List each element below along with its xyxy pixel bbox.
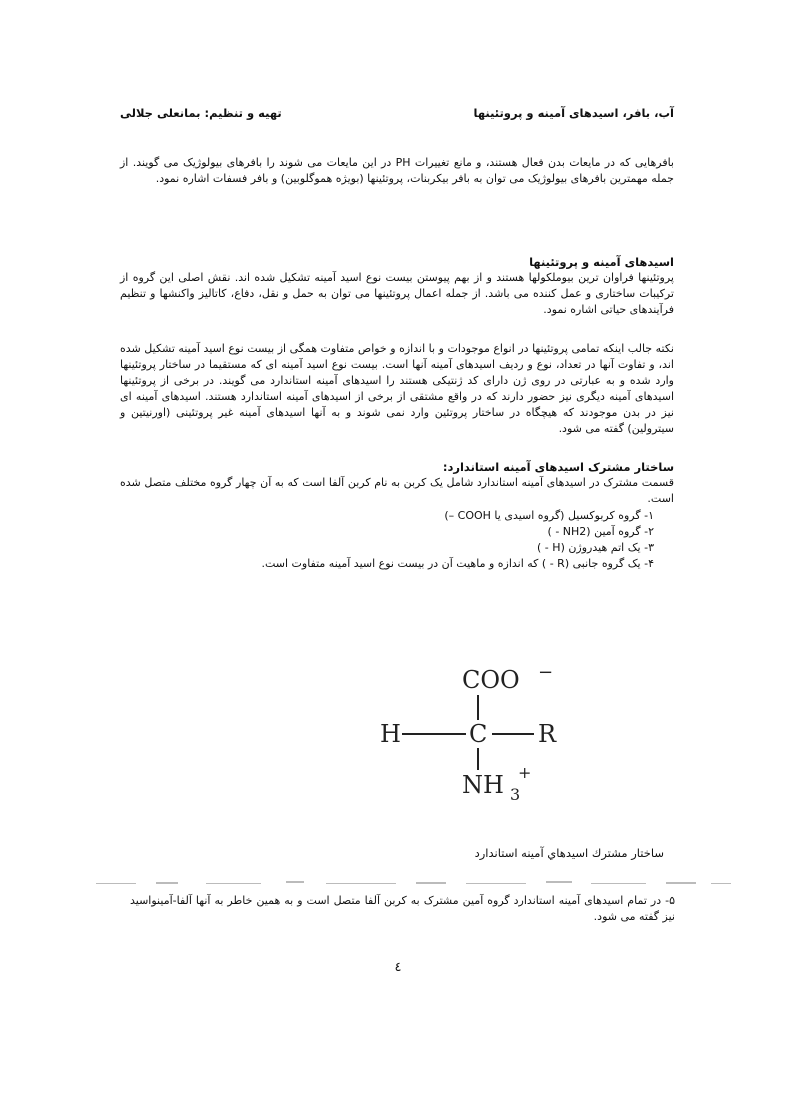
section-heading-amino-acids: اسیدهای آمینه و پروتئینها <box>529 255 674 269</box>
list-item: ۱- گروه کربوکسیل (گروه اسیدی یا COOH –) <box>444 509 654 522</box>
list-item: ۳- یک اتم هیدروژن (H - ) <box>537 541 654 554</box>
structure-caption: ساختار مشترك اسيدهاي آمينه استاندارد <box>474 846 664 860</box>
paragraph-standard-amino-acids: نکته جالب اینکه تمامی پروتئینها در انواع موجودات و با اندازه و خواص متفاوت همگی از بیست نوع اسید آمینه تشکیل شده اند، و تفاوت آنها در تعداد، نوع و ردیف اسیدهای آمینه آنها است. بیست نوع اسید آمینه ای که مستقیما در ساختار پروتئینها وارد شده و به عبارتی در روی ژن دارای کد ژنتیکی هستند را اسیدهای آمینه استاندارد می گویند. در برخی از پروتئینها اسیدهای آمینه دیگری نیز حضور دارند که در واقع مشتقی از برخی از اسیدهای آمینه استاندارد هستند. اسیدهای آمینه ای نیز در بدن موجودند که هیچگاه در ساختار پروتئین وارد نمی شوند و به آنها اسیدهای آمینه غیر پروتئینی (اورنیتین و سیترولین) گفته می شود. <box>120 342 674 435</box>
paragraph-proteins: پروتئینها فراوان ترین بیوملکولها هستند و از بهم پیوستن بیست نوع اسید آمینه تشکیل شده اند. نقش اصلی این گروه از ترکیبات ساختاری و عمل کننده می باشد. از جمله اعمال پروتئینها می توان به حمل و نقل، دفاع، کاتالیز واکنشها و تنظیم فرآیندهای حیاتی اشاره نمود. <box>120 271 674 316</box>
functional-groups-list <box>120 508 674 572</box>
structure-left-atom: H <box>380 720 401 748</box>
list-item: ۲- گروه آمین (NH2 - ) <box>547 525 654 538</box>
list-item: ۴- یک گروه جانبی (R - ) که اندازه و ماهیت آن در بیست نوع اسید آمینه متفاوت است. <box>261 557 654 570</box>
section-heading-common-structure: ساختار مشترک اسیدهای آمینه استاندارد: <box>442 460 674 474</box>
structure-bottom-subscript: 3 <box>510 785 521 804</box>
structure-right-group: R <box>538 720 557 748</box>
structure-bottom-group: NH <box>462 771 504 799</box>
scan-artifact-line <box>96 878 736 890</box>
header-author: تهیه و تنظیم: بمانعلی جلالی <box>120 106 282 120</box>
structure-bottom-charge: + <box>518 763 532 782</box>
structure-top-group: COO <box>462 666 520 694</box>
page-header <box>120 106 674 128</box>
structure-center-atom: C <box>469 720 488 748</box>
header-title: آب، بافر، اسیدهای آمینه و پروتئینها <box>473 106 674 120</box>
paragraph-buffers: بافرهایی که در مایعات بدن فعال هستند، و مانع تغییرات PH در این مایعات می شوند را بافرهای بیولوژیک می گویند. از جمله مهمترین بافرهای بیولوژیک می توان به بافر بیکربنات، پروتئینها (بویژه هموگلوبین) و بافر فسفات اشاره نمود. <box>120 156 674 185</box>
structure-top-charge: − <box>538 662 554 683</box>
page-number: ٤ <box>394 960 402 975</box>
amino-acid-structure-diagram <box>370 650 590 810</box>
paragraph-alpha-amino-acid: ۵- در تمام اسیدهای آمینه استاندارد گروه آمین مشترک به کربن آلفا متصل است و به همین خاطر به آنها آلفا-آمینواسید نیز گفته می شود. <box>130 894 675 923</box>
paragraph-alpha-carbon: قسمت مشترک در اسیدهای آمینه استاندارد شامل یک کربن به نام کربن آلفا است که به آن چهار گروه مختلف متصل شده است. <box>120 476 674 505</box>
